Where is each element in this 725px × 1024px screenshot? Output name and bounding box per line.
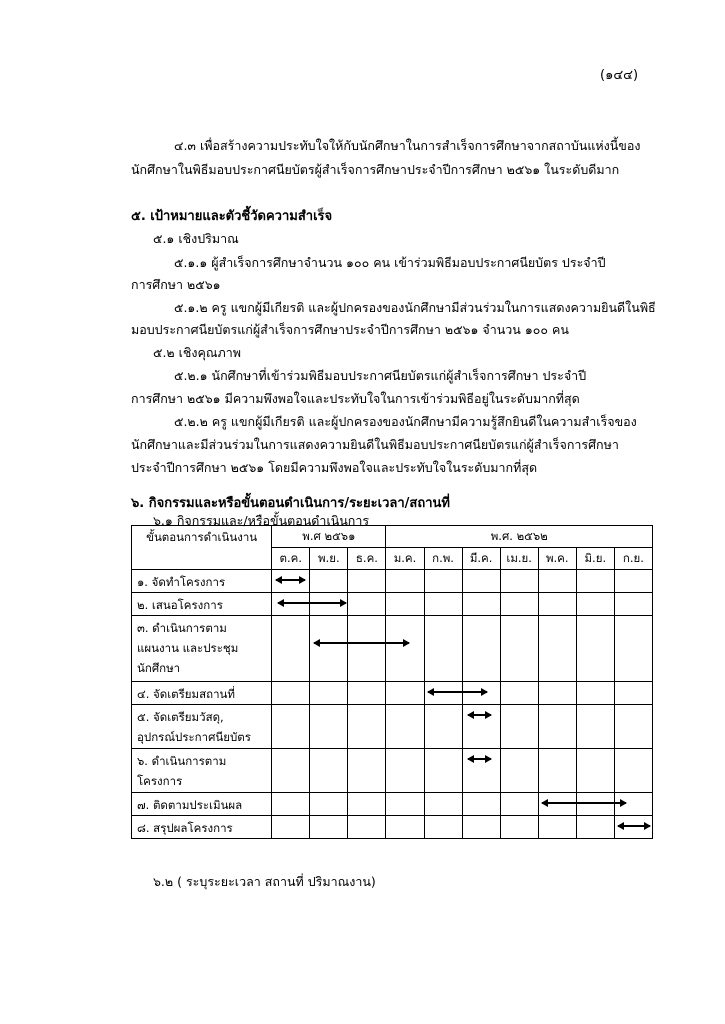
gantt-step-label: ๕. จัดเตรียมวัสดุ, อุปกรณ์ประกาศนียบัตร <box>132 705 272 749</box>
gantt-cell <box>462 705 500 749</box>
gantt-row <box>132 705 653 749</box>
quantitative-item-1-line-2: การศึกษา ๒๕๖๑ <box>131 277 221 292</box>
gantt-cell <box>310 793 348 816</box>
gantt-cell <box>576 705 614 749</box>
gantt-cell <box>424 705 462 749</box>
gantt-cell <box>538 793 576 816</box>
gantt-cell <box>386 749 424 793</box>
gantt-cell <box>538 816 576 839</box>
gantt-cell <box>348 570 386 593</box>
gantt-cell <box>348 705 386 749</box>
gantt-cell <box>386 616 424 682</box>
gantt-cell <box>462 616 500 682</box>
month-header: ก.พ. <box>424 548 462 570</box>
month-header: ต.ค. <box>272 548 310 570</box>
gantt-cell <box>272 816 310 839</box>
qualitative-item-2-line-1: ๕.๒.๒ ครู แขกผู้มีเกียรติ และผู้ปกครองของนักศึกษามีความรู้สึกยินดีในความสำเร็จของ <box>174 414 637 429</box>
gantt-cell <box>614 793 652 816</box>
gantt-cell <box>500 749 538 793</box>
gantt-cell <box>386 705 424 749</box>
gantt-cell <box>386 793 424 816</box>
gantt-cell <box>462 570 500 593</box>
gantt-cell <box>348 816 386 839</box>
gantt-cell <box>272 682 310 705</box>
gantt-step-label: ๖. ดำเนินการตาม โครงการ <box>132 749 272 793</box>
gantt-cell <box>348 793 386 816</box>
objective-line-2: นักศึกษาในพิธีมอบประกาศนียบัตรผู้สำเร็จการศึกษาประจำปีการศึกษา ๒๕๖๑ ในระดับดีมาก <box>131 162 620 177</box>
section6-subheading-1: ๖.๑ กิจกรรมและ/หรือขั้นตอนดำเนินการ <box>153 513 370 528</box>
gantt-cell <box>614 816 652 839</box>
page-number: (๑๔๔) <box>600 68 639 83</box>
gantt-cell <box>310 749 348 793</box>
gantt-row <box>132 749 653 793</box>
gantt-cell <box>424 793 462 816</box>
gantt-cell <box>500 616 538 682</box>
gantt-cell <box>614 593 652 616</box>
gantt-cell <box>614 570 652 593</box>
month-header: ก.ย. <box>614 548 652 570</box>
gantt-cell <box>614 749 652 793</box>
gantt-cell <box>348 682 386 705</box>
year-header-2562: พ.ศ. ๒๕๖๒ <box>386 526 653 548</box>
gantt-cell <box>310 682 348 705</box>
gantt-cell <box>538 705 576 749</box>
gantt-cell <box>538 593 576 616</box>
qualitative-item-1-line-1: ๕.๒.๑ นักศึกษาที่เข้าร่วมพิธีมอบประกาศนียบัตรแก่ผู้สำเร็จการศึกษา ประจำปี <box>174 368 587 383</box>
gantt-cell <box>500 793 538 816</box>
month-header: เม.ย. <box>500 548 538 570</box>
section6-heading: ๖. กิจกรรมและหรือขั้นตอนดำเนินการ/ระยะเวลา/สถานที่ <box>131 496 450 511</box>
gantt-cell <box>462 682 500 705</box>
gantt-cell <box>386 570 424 593</box>
gantt-step-label: ๔. จัดเตรียมสถานที่ <box>132 682 272 705</box>
section5-heading: ๕. เป้าหมายและตัวชี้วัดความสำเร็จ <box>131 209 333 224</box>
qualitative-item-2-line-2: นักศึกษาและมีส่วนร่วมในการแสดงความยินดีในพิธีมอบประกาศนียบัตรแก่ผู้สำเร็จการศึกษา <box>131 437 619 452</box>
gantt-cell <box>424 593 462 616</box>
gantt-cell <box>272 593 310 616</box>
gantt-cell <box>614 616 652 682</box>
gantt-step-label: ๓. ดำเนินการตาม แผนงาน และประชุม นักศึกษา <box>132 616 272 682</box>
gantt-cell <box>462 793 500 816</box>
gantt-cell <box>310 593 348 616</box>
qualitative-heading: ๕.๒ เชิงคุณภาพ <box>153 345 241 360</box>
gantt-step-label: ๒. เสนอโครงการ <box>132 593 272 616</box>
gantt-cell <box>576 816 614 839</box>
gantt-cell <box>538 749 576 793</box>
gantt-cell <box>538 616 576 682</box>
month-header: พ.ค. <box>538 548 576 570</box>
month-header: มี.ค. <box>462 548 500 570</box>
quantitative-heading: ๕.๑ เชิงปริมาณ <box>153 231 239 246</box>
gantt-cell <box>576 793 614 816</box>
gantt-cell <box>614 705 652 749</box>
gantt-cell <box>538 682 576 705</box>
gantt-step-label: ๑. จัดทำโครงการ <box>132 570 272 593</box>
qualitative-item-2-line-3: ประจำปีการศึกษา ๒๕๖๑ โดยมีความพึงพอใจและประทับใจในระดับมากที่สุด <box>131 460 538 475</box>
gantt-step-label: ๗. ติดตามประเมินผล <box>132 793 272 816</box>
gantt-cell <box>348 616 386 682</box>
gantt-cell <box>272 705 310 749</box>
quantitative-item-2-line-2: มอบประกาศนียบัตรแก่ผู้สำเร็จการศึกษาประจำปีการศึกษา ๒๕๖๑ จำนวน ๑๐๐ คน <box>131 322 569 337</box>
gantt-cell <box>424 570 462 593</box>
gantt-cell <box>576 593 614 616</box>
gantt-cell <box>424 682 462 705</box>
gantt-cell <box>614 682 652 705</box>
gantt-row <box>132 593 653 616</box>
gantt-cell <box>462 749 500 793</box>
gantt-cell <box>424 616 462 682</box>
gantt-cell <box>272 793 310 816</box>
gantt-cell <box>310 816 348 839</box>
gantt-cell <box>348 593 386 616</box>
month-header: มิ.ย. <box>576 548 614 570</box>
gantt-cell <box>272 749 310 793</box>
gantt-cell <box>500 682 538 705</box>
gantt-cell <box>348 749 386 793</box>
gantt-cell <box>424 749 462 793</box>
quantitative-item-1-line-1: ๕.๑.๑ ผู้สำเร็จการศึกษาจำนวน ๑๐๐ คน เข้าร่วมพิธีมอบประกาศนียบัตร ประจำปี <box>174 255 606 270</box>
gantt-cell <box>576 570 614 593</box>
gantt-cell <box>272 616 310 682</box>
gantt-step-label: ๘. สรุปผลโครงการ <box>132 816 272 839</box>
gantt-cell <box>462 816 500 839</box>
timeline-arrow <box>276 579 305 581</box>
section6-subheading-2: ๖.๒ ( ระบุระยะเวลา สถานที่ ปริมาณงาน) <box>153 874 376 889</box>
year-header-2561: พ.ศ ๒๕๖๑ <box>272 526 386 548</box>
gantt-cell <box>462 593 500 616</box>
qualitative-item-1-line-2: การศึกษา ๒๕๖๑ มีความพึงพอใจและประทับใจในการเข้าร่วมพิธีอยู่ในระดับมากที่สุด <box>131 391 580 406</box>
gantt-row <box>132 616 653 682</box>
gantt-cell <box>310 616 348 682</box>
gantt-cell <box>386 682 424 705</box>
gantt-row <box>132 793 653 816</box>
gantt-cell <box>500 705 538 749</box>
gantt-cell <box>538 570 576 593</box>
gantt-cell <box>500 816 538 839</box>
gantt-cell <box>386 816 424 839</box>
gantt-cell <box>500 570 538 593</box>
quantitative-item-2-line-1: ๕.๑.๒ ครู แขกผู้มีเกียรติ และผู้ปกครองของนักศึกษามีส่วนร่วมในการแสดงความยินดีในพิธี <box>174 300 656 315</box>
gantt-table <box>131 525 653 839</box>
gantt-cell <box>386 593 424 616</box>
objective-line-1: ๔.๓ เพื่อสร้างความประทับใจให้กับนักศึกษาในการสำเร็จการศึกษาจากสถาบันแห่งนี้ของ <box>174 138 641 153</box>
step-header: ขั้นตอนการดำเนินงาน <box>132 526 272 570</box>
gantt-cell <box>310 705 348 749</box>
gantt-row <box>132 816 653 839</box>
gantt-cell <box>272 570 310 593</box>
gantt-cell <box>576 749 614 793</box>
gantt-cell <box>310 570 348 593</box>
gantt-cell <box>500 593 538 616</box>
month-header: พ.ย. <box>310 548 348 570</box>
gantt-cell <box>576 682 614 705</box>
gantt-cell <box>424 816 462 839</box>
gantt-row <box>132 570 653 593</box>
month-header: ธ.ค. <box>348 548 386 570</box>
gantt-cell <box>576 616 614 682</box>
month-header: ม.ค. <box>386 548 424 570</box>
gantt-row <box>132 682 653 705</box>
